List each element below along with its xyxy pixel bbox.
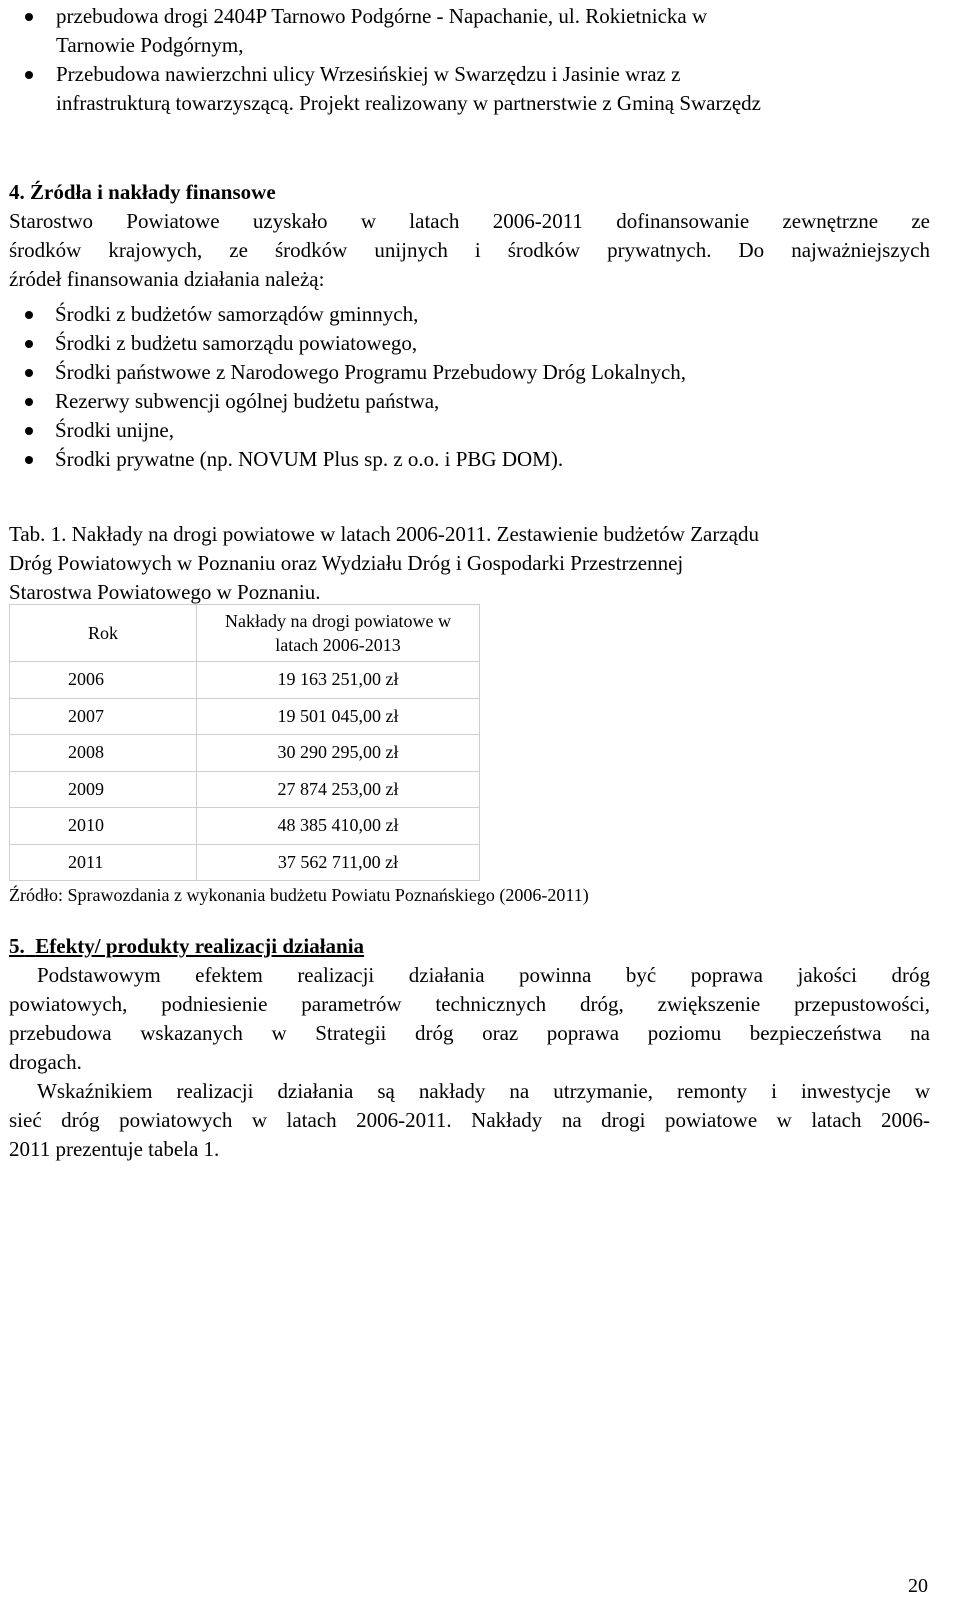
bullet-icon [25, 456, 33, 464]
bullet-icon [25, 398, 33, 406]
section-5 [9, 932, 930, 1164]
project-text-line: infrastrukturą towarzyszącą. Projekt realizowany w partnerstwie z Gminą Swarzędz [56, 91, 761, 115]
paragraph-line: 2011 prezentuje tabela 1. [9, 1137, 220, 1161]
bullet-icon [25, 13, 33, 21]
section-5-paragraph [9, 1077, 930, 1164]
header-amount-line: Nakłady na drogi powiatowe w [225, 611, 451, 631]
cell-year: 2009 [10, 771, 197, 808]
cell-amount: 48 385 410,00 zł [197, 808, 480, 845]
project-bullet-item [22, 60, 927, 118]
bullet-icon [25, 311, 33, 319]
table-caption-line: Dróg Powiatowych w Poznaniu oraz Wydziału Dróg i Gospodarki Przestrzennej [9, 551, 684, 575]
cell-amount: 30 290 295,00 zł [197, 735, 480, 772]
cell-year: 2010 [10, 808, 197, 845]
header-amount [197, 605, 480, 662]
section-4-line: środków krajowych, ze środków unijnych i środków prywatnych. Do najważniejszych [9, 238, 930, 262]
section-5-heading [9, 932, 930, 961]
section-5-title: Efekty/ produkty realizacji działania [35, 934, 365, 958]
cell-year: 2011 [10, 844, 197, 881]
cell-amount: 19 163 251,00 zł [197, 662, 480, 699]
paragraph-line: Podstawowym efektem realizacji działania powinna być poprawa jakości dróg [37, 963, 930, 987]
paragraph-line: przebudowa wskazanych w Strategii dróg oraz poprawa poziomu bezpieczeństwa na [9, 1021, 930, 1045]
project-bullet-list [22, 2, 927, 118]
cell-year: 2007 [10, 698, 197, 735]
cell-amount: 37 562 711,00 zł [197, 844, 480, 881]
table-row [10, 662, 480, 699]
table-caption-line: Starostwa Powiatowego w Poznaniu. [9, 580, 321, 604]
funding-source-text: Środki z budżetu samorządu powiatowego, [55, 331, 418, 355]
table-row [10, 771, 480, 808]
table-caption-line: Tab. 1. Nakłady na drogi powiatowe w latach 2006-2011. Zestawienie budżetów Zarządu [9, 522, 760, 546]
table-row [10, 698, 480, 735]
bullet-icon [25, 340, 33, 348]
project-text-line: przebudowa drogi 2404P Tarnowo Podgórne - Napachanie, ul. Rokietnicka w [56, 4, 708, 28]
funding-source-item [22, 329, 927, 358]
funding-sources-list [22, 300, 927, 474]
funding-source-item [22, 445, 927, 474]
funding-source-item [22, 416, 927, 445]
table-source-note: Źródło: Sprawozdania z wykonania budżetu Powiatu Poznańskiego (2006-2011) [9, 885, 589, 905]
header-amount-line: latach 2006-2013 [275, 635, 401, 655]
funding-source-item [22, 358, 927, 387]
paragraph-line: sieć dróg powiatowych w latach 2006-2011. Nakłady na drogi powiatowe w latach 2006- [9, 1108, 930, 1132]
header-year: Rok [10, 605, 197, 662]
project-bullet-item [22, 2, 927, 60]
funding-source-item [22, 300, 927, 329]
section-4-line: Starostwo Powiatowe uzyskało w latach 2006-2011 dofinansowanie zewnętrzne ze [9, 209, 930, 233]
table-row [10, 808, 480, 845]
table-caption [9, 520, 930, 607]
paragraph-line: powiatowych, podniesienie parametrów technicznych dróg, zwiększenie przepustowości, [9, 992, 930, 1016]
section-4-line: źródeł finansowania działania należą: [9, 267, 325, 291]
bullet-icon [25, 427, 33, 435]
page-number: 20 [908, 1575, 928, 1597]
funding-source-text: Rezerwy subwencji ogólnej budżetu państwa, [55, 389, 440, 413]
section-5-number: 5. [9, 934, 25, 958]
funding-source-text: Środki prywatne (np. NOVUM Plus sp. z o.o. i PBG DOM). [55, 447, 564, 471]
table-header-row [10, 605, 480, 662]
section-5-paragraph [9, 961, 930, 1077]
funding-source-text: Środki państwowe z Narodowego Programu Przebudowy Dróg Lokalnych, [55, 360, 687, 384]
bullet-icon [25, 369, 33, 377]
funding-source-item [22, 387, 927, 416]
funding-source-text: Środki unijne, [55, 418, 174, 442]
project-text-line: Przebudowa nawierzchni ulicy Wrzesińskiej w Swarzędzu i Jasinie wraz z [56, 62, 681, 86]
funding-source-text: Środki z budżetów samorządów gminnych, [55, 302, 419, 326]
paragraph-line: Wskaźnikiem realizacji działania są nakłady na utrzymanie, remonty i inwestycje w [37, 1079, 930, 1103]
cell-amount: 19 501 045,00 zł [197, 698, 480, 735]
project-text-line: Tarnowie Podgórnym, [56, 33, 244, 57]
cell-year: 2006 [10, 662, 197, 699]
bullet-icon [25, 71, 33, 79]
paragraph-line: drogach. [9, 1050, 82, 1074]
cell-amount: 27 874 253,00 zł [197, 771, 480, 808]
table-row [10, 735, 480, 772]
section-4 [9, 178, 930, 294]
road-expenditure-table [9, 604, 480, 881]
table-row [10, 844, 480, 881]
section-4-heading: 4. Źródła i nakłady finansowe [9, 180, 276, 204]
cell-year: 2008 [10, 735, 197, 772]
